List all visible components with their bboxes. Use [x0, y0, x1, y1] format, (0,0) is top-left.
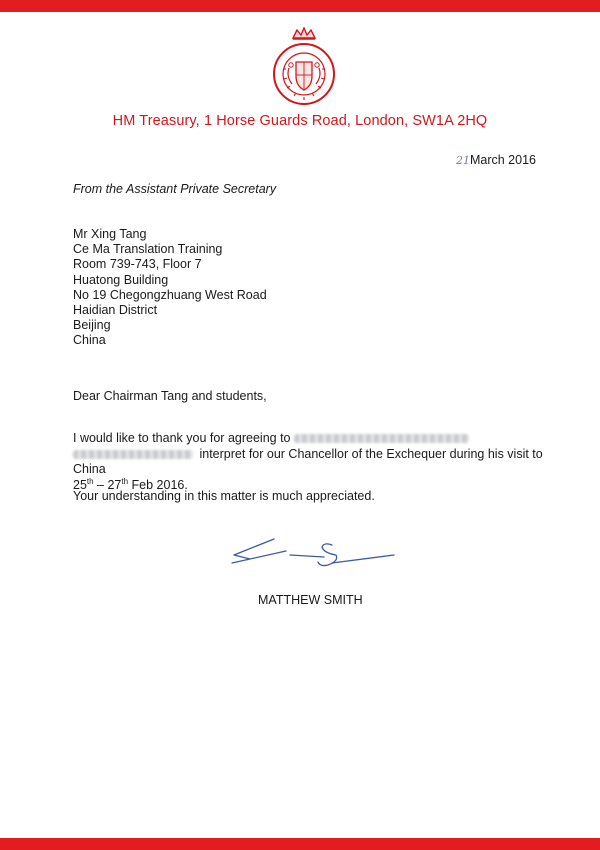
body-paragraph [73, 431, 543, 493]
date-ordinal: th [86, 476, 94, 486]
redacted-text [73, 450, 193, 459]
body-line1-text: I would like to thank you for agreeing to [73, 431, 291, 445]
visit-date-start: 25 [73, 477, 87, 492]
address-line: Huatong Building [73, 272, 169, 287]
body-line2-text: interpret for our Chancellor of the Exchequer during his visit to China [73, 446, 543, 476]
date-range-separator: – [93, 477, 108, 492]
letterhead-address: HM Treasury, 1 Horse Guards Road, London, SW1A 2HQ [112, 113, 488, 129]
address-line: No 19 Chegongzhuang West Road [73, 287, 267, 302]
address-line: Beijing [73, 318, 111, 333]
top-red-band [0, 0, 600, 12]
date-ordinal: th [121, 476, 129, 486]
from-line: From the Assistant Private Secretary [73, 182, 277, 196]
recipient-address [73, 227, 267, 349]
address-line: Mr Xing Tang [73, 227, 147, 241]
exchequer-seal-icon [271, 24, 337, 114]
salutation: Dear Chairman Tang and students, [73, 389, 267, 403]
address-line: Ce Ma Translation Training [73, 242, 223, 257]
closing-line: Your understanding in this matter is much appreciated. [73, 489, 375, 503]
visit-date-end: 27 [107, 477, 122, 492]
address-line: Haidian District [73, 303, 158, 318]
address-line: Room 739-743, Floor 7 [73, 257, 202, 272]
bottom-red-band [0, 838, 600, 850]
handwritten-signature [228, 529, 398, 579]
address-line: China [73, 333, 106, 348]
visit-date-rest: Feb 2016. [128, 477, 188, 492]
printed-date: March 2016 [469, 153, 536, 167]
handwritten-day: 21 [455, 154, 470, 167]
letter-date [456, 153, 536, 167]
signer-name: MATTHEW SMITH [258, 593, 363, 607]
redacted-text [294, 434, 469, 443]
